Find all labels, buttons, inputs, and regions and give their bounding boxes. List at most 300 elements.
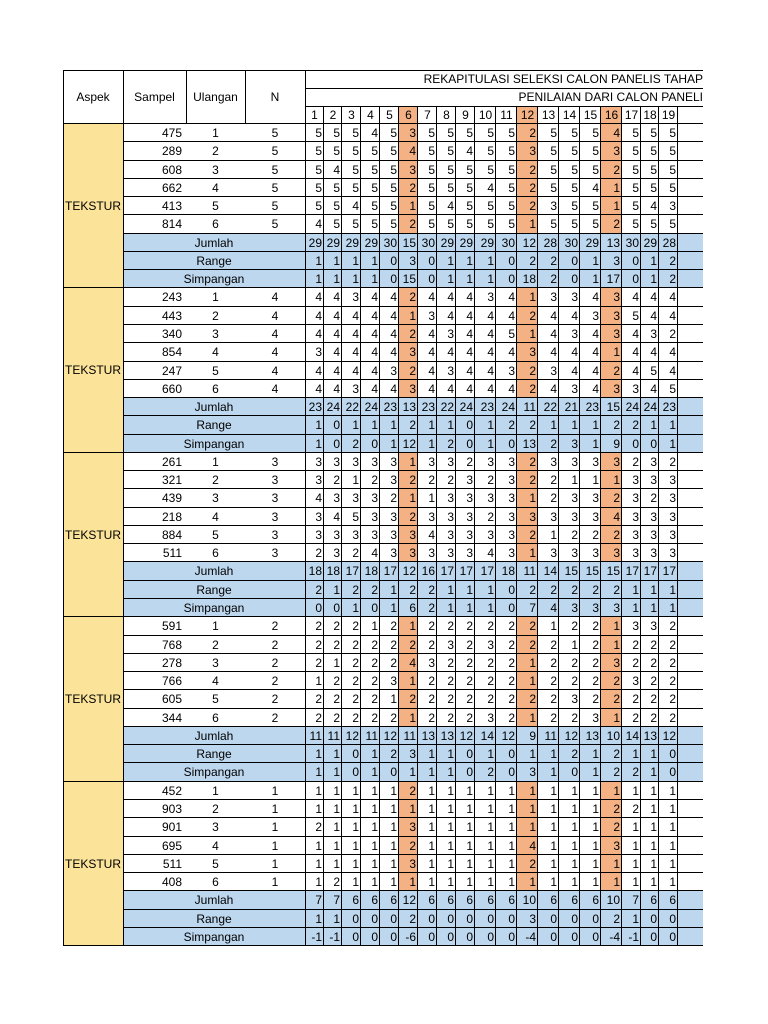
summary-jumlah-cell: 22 (345, 400, 359, 415)
score-cell: 1 (466, 820, 473, 835)
score-cell: 1 (632, 838, 639, 853)
summary-jumlah-cell: 23 (480, 400, 494, 415)
block-border (63, 781, 703, 782)
score-cell: 5 (333, 217, 340, 232)
summary-jumlah-cell: 11 (523, 400, 536, 415)
block-border (63, 452, 703, 453)
sample-code: 660 (161, 381, 182, 396)
replicate: 6 (212, 546, 219, 561)
score-cell: 5 (390, 144, 397, 159)
summary-jumlah-cell: 17 (625, 564, 639, 579)
score-cell: 1 (650, 783, 657, 798)
cell-divider (658, 782, 659, 946)
summary-range-cell: 2 (409, 418, 416, 433)
score-cell: 2 (632, 637, 639, 652)
n-value: 1 (271, 820, 279, 835)
cell-divider (436, 782, 437, 946)
summary-simpangan-cell: 0 (650, 929, 657, 944)
score-cell: 5 (550, 180, 557, 195)
score-cell: 4 (508, 308, 515, 323)
score-cell: 3 (487, 527, 494, 542)
n-value: 2 (271, 674, 279, 689)
score-cell: 1 (428, 856, 435, 871)
summary-simpangan-cell: 0 (371, 929, 378, 944)
score-cell: 2 (466, 619, 473, 634)
score-cell: 2 (508, 674, 515, 689)
score-cell: 5 (447, 217, 454, 232)
n-value: 3 (271, 527, 279, 542)
score-cell: 5 (508, 217, 515, 232)
score-cell: 3 (333, 491, 340, 506)
score-cell: 1 (571, 856, 578, 871)
summary-simpangan-cell: 0 (333, 436, 340, 451)
summary-range-cell: 0 (447, 911, 454, 926)
score-cell: 3 (409, 126, 416, 140)
cell-divider (640, 106, 641, 124)
summary-jumlah-cell: 7 (333, 893, 340, 908)
score-cell: 2 (529, 473, 536, 488)
cell-divider (417, 453, 418, 617)
n-value: 3 (271, 491, 279, 506)
score-cell: 1 (409, 308, 416, 323)
grid-line (123, 909, 703, 910)
table-title: REKAPITULASI SELEKSI CALON PANELIS TAHAP (423, 72, 703, 86)
score-cell: 1 (571, 820, 578, 835)
score-cell: 2 (650, 710, 657, 725)
summary-simpangan-cell: 0 (352, 765, 359, 780)
n-value: 3 (271, 509, 279, 524)
cell-divider (640, 453, 641, 617)
score-cell: 2 (333, 692, 340, 707)
score-cell: 1 (550, 838, 557, 853)
cell-divider (621, 617, 622, 781)
score-cell: 3 (613, 290, 620, 305)
score-cell: 5 (669, 381, 676, 396)
score-cell: 3 (390, 527, 397, 542)
score-cell: 4 (333, 326, 340, 341)
summary-simpangan-cell: 1 (371, 765, 378, 780)
cell-divider (600, 124, 601, 288)
summary-simpangan-cell: 0 (508, 272, 515, 287)
replicate: 4 (212, 345, 219, 360)
grid-line (123, 251, 703, 252)
summary-range-cell: 2 (390, 747, 397, 762)
score-cell: 4 (487, 180, 494, 195)
summary-label-range: Range (196, 418, 232, 433)
score-cell: 3 (508, 527, 515, 542)
score-cell: 5 (592, 217, 599, 232)
score-cell: 1 (466, 783, 473, 798)
n-value: 1 (271, 838, 279, 853)
replicate: 3 (212, 820, 219, 835)
score-cell: 5 (315, 144, 322, 159)
score-cell: 1 (428, 801, 435, 816)
score-cell: 4 (428, 381, 435, 396)
score-cell: 5 (447, 126, 454, 140)
summary-simpangan-cell: 2 (447, 436, 454, 451)
summary-range-cell: 2 (508, 418, 515, 433)
score-cell: 2 (315, 820, 322, 835)
score-cell: 5 (333, 199, 340, 214)
cell-divider (537, 617, 538, 781)
cell-divider (360, 453, 361, 617)
panelist-header: 12 (520, 108, 535, 122)
summary-simpangan-cell: 0 (632, 436, 639, 451)
score-cell: 1 (529, 801, 536, 816)
score-cell: 1 (550, 856, 557, 871)
score-cell: 2 (508, 619, 515, 634)
score-cell: 1 (592, 801, 599, 816)
grid-line (123, 233, 703, 234)
score-cell: 4 (613, 509, 620, 524)
cell-divider (360, 782, 361, 946)
cell-divider (341, 617, 342, 781)
summary-jumlah-cell: 17 (440, 564, 454, 579)
score-cell: 2 (571, 655, 578, 670)
score-cell: 5 (315, 180, 322, 195)
score-cell: 1 (613, 856, 620, 871)
summary-simpangan-cell: 0 (508, 765, 515, 780)
score-cell: 3 (409, 527, 416, 542)
score-cell: 2 (529, 637, 536, 652)
score-cell: 3 (428, 454, 435, 469)
panelist-header: 6 (405, 108, 412, 122)
summary-range-cell: 0 (508, 582, 515, 597)
grid-line (123, 744, 703, 745)
score-cell: 1 (571, 473, 578, 488)
score-cell: 4 (352, 308, 359, 323)
summary-simpangan-cell: 0 (428, 929, 435, 944)
summary-label-jumlah: Jumlah (194, 564, 234, 579)
grid-line (123, 726, 703, 727)
summary-simpangan-cell: 1 (352, 272, 359, 287)
score-cell: 1 (428, 820, 435, 835)
summary-jumlah-cell: 10 (606, 728, 620, 743)
summary-simpangan-cell: -1 (329, 929, 340, 944)
score-cell: 4 (487, 381, 494, 396)
cell-divider (640, 288, 641, 452)
summary-range-cell: 2 (613, 418, 620, 433)
cell-divider (558, 124, 559, 288)
table-top-border (63, 70, 703, 71)
grid-line (123, 269, 703, 270)
summary-range-cell: 0 (466, 418, 473, 433)
score-cell: 2 (529, 381, 536, 396)
score-cell: 1 (550, 527, 557, 542)
summary-simpangan-cell: 0 (428, 272, 435, 287)
score-cell: 3 (315, 509, 322, 524)
score-cell: 1 (371, 838, 378, 853)
score-cell: 2 (550, 491, 557, 506)
score-cell: 2 (529, 856, 536, 871)
score-cell: 1 (409, 491, 416, 506)
summary-simpangan-cell: 0 (352, 929, 359, 944)
summary-range-cell: 2 (669, 253, 676, 268)
score-cell: 1 (650, 856, 657, 871)
sample-code: 662 (161, 180, 182, 195)
summary-simpangan-cell: 1 (447, 765, 454, 780)
score-cell: 2 (371, 710, 378, 725)
sample-code: 511 (162, 546, 182, 561)
score-cell: 4 (592, 363, 599, 378)
cell-divider (677, 453, 678, 617)
summary-simpangan-cell: 1 (352, 601, 359, 616)
summary-jumlah-cell: 18 (501, 564, 515, 579)
score-cell: 3 (390, 473, 397, 488)
score-cell: 1 (390, 801, 397, 816)
n-value: 5 (271, 199, 279, 214)
summary-jumlah-cell: 13 (643, 728, 657, 743)
score-cell: 2 (529, 199, 536, 214)
n-value: 2 (271, 619, 279, 634)
summary-simpangan-cell: 1 (487, 601, 494, 616)
score-cell: 1 (352, 875, 359, 890)
summary-simpangan-cell: 13 (522, 436, 536, 451)
score-cell: 5 (390, 199, 397, 214)
score-cell: 4 (333, 345, 340, 360)
grid-line (123, 872, 703, 873)
score-cell: 3 (371, 527, 378, 542)
grid-line (123, 397, 703, 398)
score-cell: 3 (669, 491, 676, 506)
score-cell: 1 (613, 637, 620, 652)
cell-divider (677, 288, 678, 452)
summary-range-cell: 2 (352, 582, 359, 597)
score-cell: 2 (529, 126, 536, 140)
score-cell: 2 (447, 655, 454, 670)
summary-range-cell: 2 (571, 582, 578, 597)
score-cell: 2 (529, 692, 536, 707)
score-cell: 1 (550, 875, 557, 890)
score-cell: 5 (571, 180, 578, 195)
score-cell: 5 (508, 126, 515, 140)
summary-jumlah-cell: 6 (550, 893, 557, 908)
summary-simpangan-cell: 1 (315, 272, 322, 287)
score-cell: 1 (529, 875, 536, 890)
summary-range-cell: 2 (428, 582, 435, 597)
aspect-label: TEKSTUR (64, 199, 121, 213)
score-cell: 2 (650, 491, 657, 506)
summary-simpangan-cell: 1 (466, 272, 473, 287)
score-cell: 4 (352, 199, 359, 214)
score-cell: 2 (529, 308, 536, 323)
score-cell: 3 (409, 546, 416, 561)
score-cell: 1 (650, 838, 657, 853)
summary-simpangan-cell: 1 (550, 765, 557, 780)
summary-jumlah-cell: 24 (501, 400, 515, 415)
score-cell: 5 (466, 180, 473, 195)
n-value: 1 (271, 875, 279, 890)
score-cell: 5 (571, 126, 578, 140)
grid-line (123, 342, 703, 343)
summary-range-cell: 2 (315, 582, 322, 597)
score-cell: 4 (371, 308, 378, 323)
score-cell: 3 (447, 491, 454, 506)
summary-range-cell: 1 (447, 747, 454, 762)
score-cell: 2 (447, 710, 454, 725)
score-cell: 3 (371, 454, 378, 469)
score-cell: 5 (508, 180, 515, 195)
score-cell: 4 (315, 326, 322, 341)
summary-jumlah-cell: 29 (364, 235, 378, 250)
score-cell: 1 (650, 875, 657, 890)
summary-range-cell: 2 (529, 582, 536, 597)
score-cell: 5 (632, 162, 639, 177)
grid-line (123, 70, 124, 946)
cell-divider (455, 617, 456, 781)
score-cell: 4 (333, 381, 340, 396)
header-aspek: Aspek (76, 90, 110, 104)
score-cell: 1 (571, 838, 578, 853)
grid-line (123, 507, 703, 508)
score-cell: 4 (650, 199, 657, 214)
score-cell: 1 (508, 820, 515, 835)
summary-range-cell: 2 (613, 582, 620, 597)
score-cell: 2 (371, 655, 378, 670)
cell-divider (379, 124, 380, 288)
summary-range-cell: 1 (487, 582, 494, 597)
summary-simpangan-cell: -4 (525, 929, 536, 944)
cell-divider (677, 617, 678, 781)
score-cell: 3 (447, 363, 454, 378)
grid-line (123, 214, 703, 215)
score-cell: 4 (315, 217, 322, 232)
summary-range-cell: 1 (592, 747, 599, 762)
n-value: 4 (271, 308, 279, 323)
score-cell: 1 (371, 875, 378, 890)
score-cell: 4 (390, 381, 397, 396)
score-cell: 3 (447, 509, 454, 524)
summary-range-cell: 0 (352, 911, 359, 926)
cell-divider (455, 288, 456, 452)
score-cell: 1 (669, 856, 676, 871)
summary-simpangan-cell: 1 (315, 765, 322, 780)
summary-jumlah-cell: 10 (606, 893, 620, 908)
score-cell: 5 (428, 199, 435, 214)
score-cell: 1 (447, 875, 454, 890)
cell-divider (436, 453, 437, 617)
score-cell: 2 (669, 326, 676, 341)
replicate: 5 (212, 856, 219, 871)
score-cell: 3 (447, 454, 454, 469)
summary-jumlah-cell: 6 (592, 893, 599, 908)
cell-divider (360, 124, 361, 288)
summary-jumlah-cell: 23 (585, 400, 599, 415)
summary-range-cell: 2 (613, 911, 620, 926)
summary-simpangan-cell: 1 (487, 436, 494, 451)
score-cell: 3 (508, 509, 515, 524)
replicate: 6 (212, 217, 219, 232)
summary-simpangan-cell: 1 (333, 765, 340, 780)
summary-range-cell: 0 (390, 911, 397, 926)
replicate: 2 (212, 308, 219, 323)
score-cell: 1 (529, 290, 536, 305)
summary-jumlah-cell: 29 (440, 235, 454, 250)
score-cell: 1 (390, 875, 397, 890)
grid-line (123, 762, 703, 763)
score-cell: 2 (650, 692, 657, 707)
summary-jumlah-cell: 17 (345, 564, 359, 579)
header-n: N (270, 90, 280, 104)
summary-range-cell: 1 (428, 418, 435, 433)
summary-simpangan-cell: 1 (428, 765, 435, 780)
score-cell: 5 (650, 180, 657, 195)
score-cell: 2 (409, 838, 416, 853)
score-cell: 4 (632, 345, 639, 360)
score-cell: 1 (333, 783, 340, 798)
cell-divider (516, 288, 517, 452)
panelist-header: 1 (311, 108, 318, 122)
summary-range-cell: 1 (487, 253, 494, 268)
score-cell: 2 (447, 674, 454, 689)
summary-simpangan-cell: 0 (508, 601, 515, 616)
score-cell: 3 (352, 454, 359, 469)
cell-divider (537, 288, 538, 452)
score-cell: 1 (371, 801, 378, 816)
score-cell: 4 (447, 345, 454, 360)
score-cell: 2 (487, 655, 494, 670)
summary-range-cell: 2 (571, 747, 578, 762)
cell-divider (417, 106, 418, 124)
score-cell: 4 (428, 527, 435, 542)
score-cell: 5 (333, 126, 340, 140)
replicate: 6 (212, 710, 219, 725)
score-cell: 1 (409, 875, 416, 890)
score-cell: 4 (409, 144, 416, 159)
cell-divider (398, 782, 399, 946)
score-cell: 1 (315, 856, 322, 871)
score-cell: 5 (315, 162, 322, 177)
score-cell: 5 (508, 326, 515, 341)
summary-jumlah-cell: 22 (440, 400, 454, 415)
grid-line (123, 836, 703, 837)
score-cell: 4 (333, 290, 340, 305)
summary-range-cell: 1 (487, 747, 494, 762)
summary-jumlah-cell: 13 (440, 728, 454, 743)
cell-divider (621, 288, 622, 452)
score-cell: 3 (571, 290, 578, 305)
score-cell: 3 (650, 619, 657, 634)
summary-jumlah-cell: 12 (501, 728, 515, 743)
score-cell: 2 (390, 491, 397, 506)
score-cell: 3 (592, 546, 599, 561)
score-cell: 2 (550, 692, 557, 707)
summary-simpangan-cell: 1 (592, 765, 599, 780)
summary-range-cell: 2 (613, 747, 620, 762)
cell-divider (398, 124, 399, 288)
summary-range-cell: 0 (508, 253, 515, 268)
summary-range-cell: 0 (508, 747, 515, 762)
cell-divider (398, 453, 399, 617)
score-cell: 3 (371, 491, 378, 506)
sample-code: 695 (161, 838, 182, 853)
score-cell: 5 (571, 162, 578, 177)
score-cell: 1 (592, 856, 599, 871)
cell-divider (341, 288, 342, 452)
summary-range-cell: 2 (371, 582, 378, 597)
summary-range-cell: 0 (508, 911, 515, 926)
score-cell: 2 (669, 655, 676, 670)
score-cell: 2 (352, 637, 359, 652)
score-cell: 3 (669, 199, 676, 214)
score-cell: 5 (371, 144, 378, 159)
score-cell: 5 (352, 144, 359, 159)
score-cell: 3 (428, 655, 435, 670)
summary-simpangan-cell: 1 (650, 765, 657, 780)
score-cell: 3 (466, 509, 473, 524)
score-cell: 1 (613, 875, 620, 890)
score-cell: 5 (632, 308, 639, 323)
